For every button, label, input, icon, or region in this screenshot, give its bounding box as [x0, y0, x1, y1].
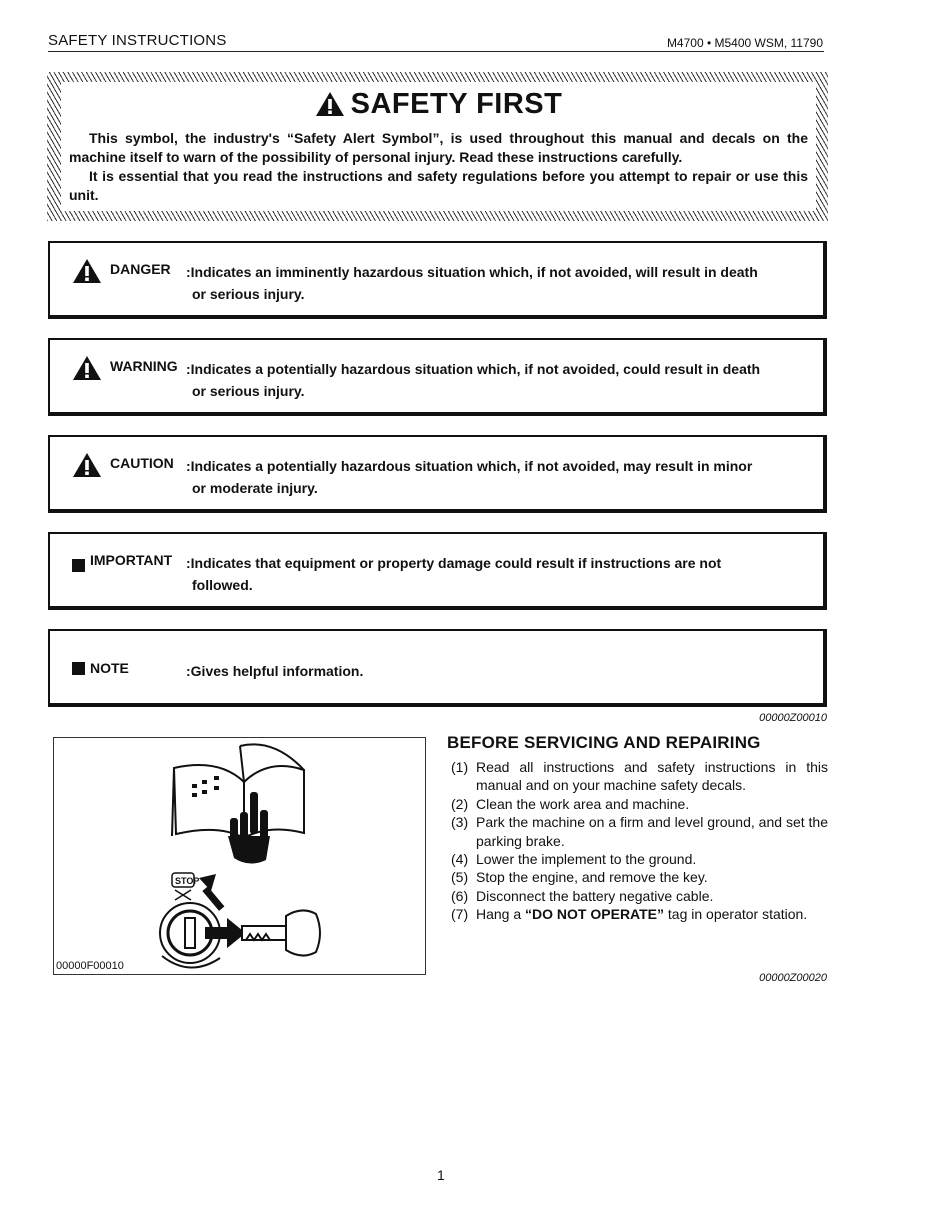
item-text: Clean the work area and machine.	[476, 795, 690, 812]
safety-first-box	[47, 72, 828, 221]
safety-alert-triangle-icon	[72, 258, 102, 284]
important-definition	[186, 552, 805, 596]
important-def-line2: followed.	[192, 577, 253, 593]
key-icon	[206, 910, 320, 955]
caution-definition	[186, 455, 805, 499]
list-item	[451, 758, 828, 795]
safety-first-inner	[61, 82, 816, 211]
note-label: NOTE	[90, 660, 129, 676]
note-definition	[186, 660, 805, 682]
stop-icon	[172, 873, 199, 900]
manual-reference: M4700 • M5400 WSM, 11790	[666, 36, 823, 50]
caution-def-line2: or moderate injury.	[192, 480, 318, 496]
item-number: (4)	[451, 851, 469, 868]
page-number: 1	[437, 1167, 445, 1183]
important-label: IMPORTANT	[90, 552, 173, 568]
figure-illustration	[54, 738, 425, 974]
warning-def-line2: or serious injury.	[192, 383, 305, 399]
figure-code: 00000F00010	[56, 960, 124, 972]
safety-alert-triangle-icon	[315, 91, 345, 117]
stop-label: STOP	[175, 876, 200, 886]
servicing-figure	[53, 737, 426, 975]
item-text: Park the machine on a firm and level ground, and set the parking brake.	[476, 814, 828, 849]
header-rule	[48, 51, 824, 52]
list-item	[451, 850, 828, 868]
danger-label: DANGER	[110, 261, 171, 277]
item-number: (1)	[451, 759, 469, 775]
caution-box	[48, 435, 827, 513]
list-item	[451, 868, 828, 886]
list-item	[451, 795, 828, 813]
warning-def-line1: :Indicates a potentially hazardous situation which, if not avoided, could result in death	[186, 361, 761, 377]
caution-def-line1: :Indicates a potentially hazardous situation which, if not avoided, may result in minor	[186, 458, 753, 474]
section-code: 00000Z00010	[759, 712, 827, 724]
note-box	[48, 629, 827, 707]
list-item	[451, 813, 828, 850]
item-text-post: tag in operator station.	[664, 906, 808, 923]
warning-label: WARNING	[110, 358, 178, 374]
warning-definition	[186, 358, 805, 402]
list-item	[451, 887, 828, 905]
item-number: (6)	[451, 887, 469, 904]
item-number: (5)	[451, 869, 469, 886]
black-square-icon	[72, 559, 85, 572]
item-text: Disconnect the battery negative cable.	[476, 887, 714, 904]
important-box	[48, 532, 827, 610]
servicing-title: BEFORE SERVICING AND REPAIRING	[447, 733, 761, 752]
warning-box	[48, 338, 827, 416]
section-code: 00000Z00020	[759, 972, 827, 984]
danger-def-line2: or serious injury.	[192, 286, 305, 302]
danger-box	[48, 241, 827, 319]
item-text-pre: Hang a	[476, 906, 526, 923]
item-text: Read all instructions and safety instructions in this manual and on your machine safety decals.	[476, 759, 828, 794]
item-text-bold: “DO NOT OPERATE”	[525, 906, 665, 923]
caution-label: CAUTION	[110, 455, 174, 471]
item-text: Stop the engine, and remove the key.	[476, 869, 708, 886]
danger-definition	[186, 261, 805, 305]
danger-def-line1: :Indicates an imminently hazardous situation which, if not avoided, will result in death	[186, 264, 758, 280]
item-text: Lower the implement to the ground.	[476, 851, 697, 868]
item-number: (2)	[451, 795, 469, 812]
item-number: (3)	[451, 814, 469, 831]
safety-first-title-text: SAFETY FIRST	[350, 88, 563, 120]
note-def-line1: :Gives helpful information.	[186, 663, 364, 679]
important-def-line1: :Indicates that equipment or property damage could result if instructions are not	[186, 555, 722, 571]
list-item	[451, 905, 828, 923]
safety-first-para-2: It is essential that you read the instructions and safety regulations before you attempt to repair or use this unit.	[69, 168, 808, 203]
item-number: (7)	[451, 906, 469, 923]
servicing-list	[451, 758, 828, 924]
safety-alert-triangle-icon	[72, 355, 102, 381]
safety-first-title	[61, 88, 816, 121]
black-square-icon	[72, 662, 85, 675]
safety-first-para-1: This symbol, the industry's “Safety Alert Symbol”, is used throughout this manual and decals on the machine itself to warn of the possibility of personal injury. Read these instructions carefully.	[69, 130, 808, 165]
safety-first-text	[69, 129, 808, 205]
safety-alert-triangle-icon	[72, 452, 102, 478]
section-header: SAFETY INSTRUCTIONS	[48, 32, 227, 49]
